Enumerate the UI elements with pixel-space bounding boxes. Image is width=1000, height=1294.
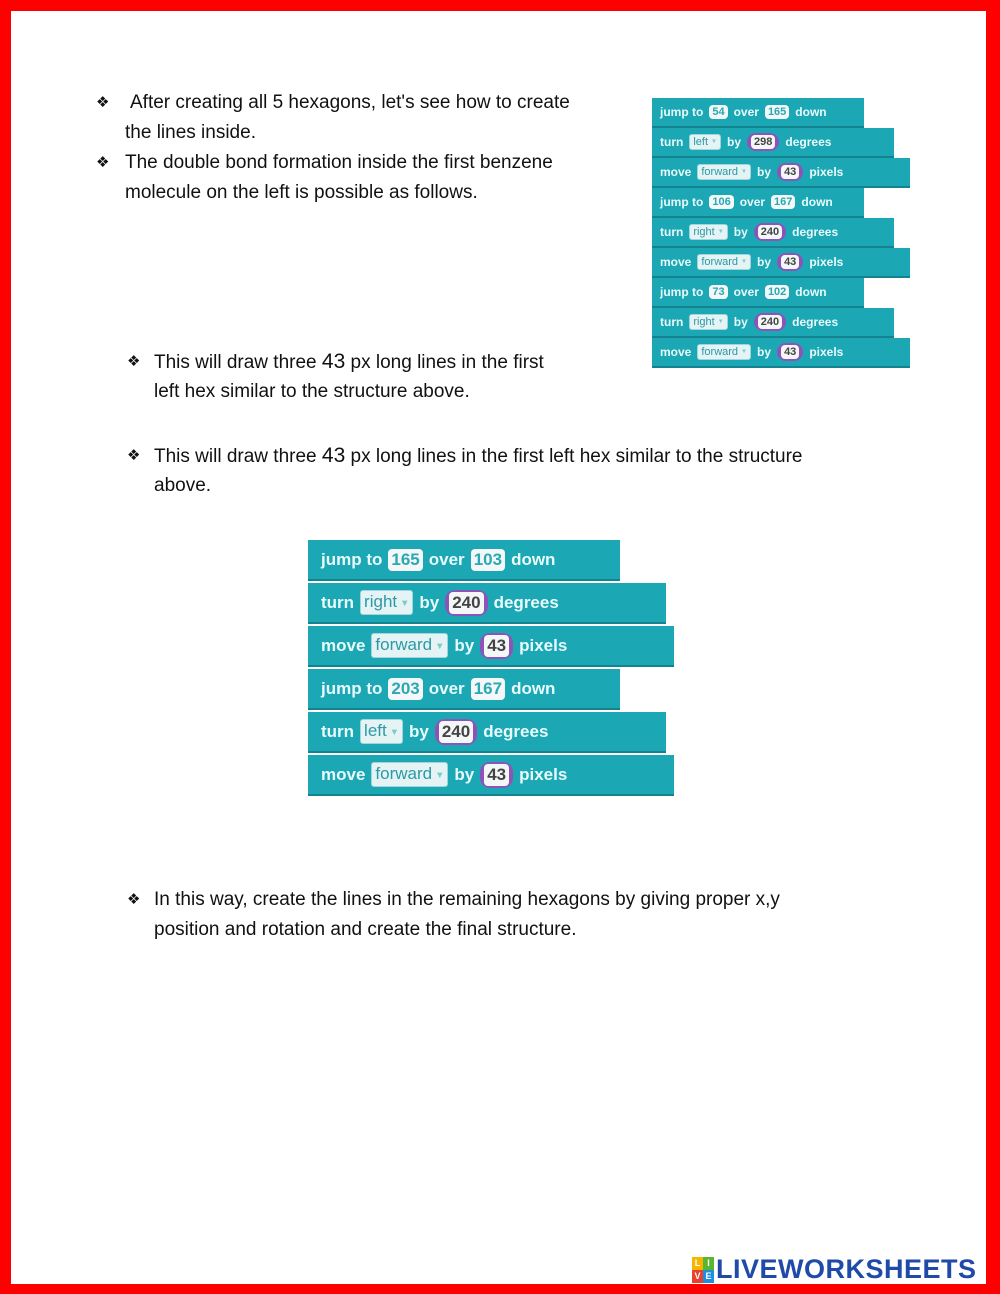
block-keyword: turn xyxy=(321,721,355,741)
jump-to-block[interactable] xyxy=(308,540,620,581)
jump-to-block[interactable] xyxy=(652,188,864,218)
block-keyword: over xyxy=(428,678,465,698)
block-keyword: degrees xyxy=(792,225,839,239)
block-keyword: down xyxy=(801,195,833,209)
block-keyword: down xyxy=(795,105,827,119)
y-input[interactable]: 103 xyxy=(471,549,505,571)
block-keyword: degrees xyxy=(483,721,549,741)
turn-block[interactable] xyxy=(308,712,666,753)
block-keyword: jump to xyxy=(321,549,383,569)
block-keyword: by xyxy=(454,764,475,784)
number-input[interactable]: 240 xyxy=(758,225,782,239)
logo-tile: L xyxy=(692,1257,703,1270)
block-keyword: down xyxy=(795,285,827,299)
x-input[interactable]: 73 xyxy=(709,285,727,299)
reporter-slot xyxy=(777,253,803,271)
block-keyword: by xyxy=(733,225,748,239)
block-keyword: turn xyxy=(321,592,355,612)
x-input[interactable]: 106 xyxy=(709,195,733,209)
block-keyword: degrees xyxy=(785,135,832,149)
paragraph-5-line-1: In this way, create the lines in the remaining hexagons by giving proper x,y xyxy=(154,889,780,910)
paragraph-1-line-2: the lines inside. xyxy=(125,122,256,143)
turn-block[interactable] xyxy=(652,218,894,248)
reporter-slot xyxy=(777,343,803,361)
block-keyword: pixels xyxy=(809,345,844,359)
block-keyword: turn xyxy=(660,225,684,239)
move-block[interactable] xyxy=(652,158,910,188)
paragraph-2-line-1: The double bond formation inside the first benzene xyxy=(125,152,553,173)
number-input[interactable]: 240 xyxy=(449,592,483,614)
bullet-icon: ❖ xyxy=(96,154,110,171)
block-keyword: by xyxy=(419,592,440,612)
y-input[interactable]: 167 xyxy=(771,195,795,209)
block-keyword: down xyxy=(511,678,556,698)
paragraph-1-line-1: After creating all 5 hexagons, let's see how to create xyxy=(130,92,570,113)
block-keyword: by xyxy=(757,165,772,179)
number-input[interactable]: 240 xyxy=(439,721,473,743)
dropdown-arrow-icon: ▼ xyxy=(435,769,445,780)
block-keyword: move xyxy=(660,165,692,179)
logo-tile: V xyxy=(692,1270,703,1283)
paragraph-2-line-2: molecule on the left is possible as follows. xyxy=(125,182,478,203)
block-keyword: turn xyxy=(660,135,684,149)
number-input[interactable]: 43 xyxy=(781,345,799,359)
reporter-slot xyxy=(445,590,487,616)
block-keyword: over xyxy=(733,285,759,299)
block-keyword: by xyxy=(408,721,429,741)
number-input[interactable]: 43 xyxy=(484,635,509,657)
direction-dropdown[interactable]: forward ▼ xyxy=(371,762,448,787)
block-keyword: over xyxy=(428,549,465,569)
logo-tile: I xyxy=(703,1257,714,1270)
number-input[interactable]: 240 xyxy=(758,315,782,329)
block-keyword: pixels xyxy=(519,764,568,784)
x-input[interactable]: 54 xyxy=(709,105,727,119)
move-block[interactable] xyxy=(308,626,674,667)
bullet-icon: ❖ xyxy=(127,891,141,908)
logo-text: LIVEWORKSHEETS xyxy=(716,1254,977,1284)
direction-dropdown[interactable]: left ▼ xyxy=(689,134,721,150)
y-input[interactable]: 167 xyxy=(471,678,505,700)
block-keyword: jump to xyxy=(660,285,704,299)
dropdown-arrow-icon: ▼ xyxy=(741,169,748,176)
block-keyword: degrees xyxy=(792,315,839,329)
turn-block[interactable] xyxy=(652,308,894,338)
paragraph-3-line-1: This will draw three 43 px long lines in the first xyxy=(154,350,544,373)
reporter-slot xyxy=(754,223,786,241)
jump-to-block[interactable] xyxy=(308,669,620,710)
paragraph-4-line-2: above. xyxy=(154,475,212,496)
direction-dropdown[interactable]: forward ▼ xyxy=(697,344,751,360)
dropdown-arrow-icon: ▼ xyxy=(717,319,724,326)
move-block[interactable] xyxy=(652,248,910,278)
number-input[interactable]: 43 xyxy=(484,764,509,786)
block-keyword: move xyxy=(660,345,692,359)
dropdown-arrow-icon: ▼ xyxy=(741,349,748,356)
block-keyword: by xyxy=(733,315,748,329)
dropdown-arrow-icon: ▼ xyxy=(741,259,748,266)
move-block[interactable] xyxy=(652,338,910,368)
block-keyword: jump to xyxy=(660,195,704,209)
reporter-slot xyxy=(480,762,513,788)
logo-tile: E xyxy=(703,1270,714,1283)
reporter-slot xyxy=(754,313,786,331)
x-input[interactable]: 165 xyxy=(388,549,422,571)
direction-dropdown[interactable]: right ▼ xyxy=(360,590,413,615)
block-keyword: down xyxy=(511,549,556,569)
reporter-slot xyxy=(747,133,779,151)
reporter-slot xyxy=(777,163,803,181)
code-block-large xyxy=(308,540,678,804)
direction-dropdown[interactable]: forward ▼ xyxy=(371,633,448,658)
direction-dropdown[interactable]: forward ▼ xyxy=(697,254,751,270)
block-keyword: jump to xyxy=(660,105,704,119)
bullet-icon: ❖ xyxy=(127,447,141,464)
block-keyword: jump to xyxy=(321,678,383,698)
direction-dropdown[interactable]: right ▼ xyxy=(689,224,727,240)
direction-dropdown[interactable]: left ▼ xyxy=(360,719,403,744)
dropdown-arrow-icon: ▼ xyxy=(717,229,724,236)
block-keyword: pixels xyxy=(519,635,568,655)
number-input[interactable]: 43 xyxy=(781,165,799,179)
number-input[interactable]: 43 xyxy=(781,255,799,269)
block-keyword: move xyxy=(660,255,692,269)
dropdown-arrow-icon: ▼ xyxy=(435,640,445,651)
block-keyword: over xyxy=(739,195,766,209)
y-input[interactable]: 102 xyxy=(765,285,789,299)
block-keyword: by xyxy=(727,135,742,149)
y-input[interactable]: 165 xyxy=(765,105,789,119)
direction-dropdown[interactable]: right ▼ xyxy=(689,314,727,330)
block-keyword: move xyxy=(321,635,366,655)
dropdown-arrow-icon: ▼ xyxy=(389,726,399,737)
reporter-slot xyxy=(480,633,513,659)
jump-to-block[interactable] xyxy=(652,278,864,308)
dropdown-arrow-icon: ▼ xyxy=(711,139,718,146)
bullet-icon: ❖ xyxy=(96,94,110,111)
turn-block[interactable] xyxy=(652,128,894,158)
liveworksheets-logo xyxy=(692,1254,977,1285)
direction-dropdown[interactable]: forward ▼ xyxy=(697,164,751,180)
paragraph-5-line-2: position and rotation and create the final structure. xyxy=(154,919,577,940)
paragraph-4-line-1: This will draw three 43 px long lines in the first left hex similar to the structure xyxy=(154,444,803,467)
reporter-slot xyxy=(435,719,477,745)
block-keyword: degrees xyxy=(493,592,559,612)
block-keyword: move xyxy=(321,764,366,784)
jump-to-block[interactable] xyxy=(652,98,864,128)
block-keyword: pixels xyxy=(809,165,844,179)
logo-icon xyxy=(692,1257,714,1283)
paragraph-3-line-2: left hex similar to the structure above. xyxy=(154,381,470,402)
block-keyword: over xyxy=(733,105,759,119)
dropdown-arrow-icon: ▼ xyxy=(400,597,410,608)
block-keyword: by xyxy=(757,255,772,269)
bullet-icon: ❖ xyxy=(127,353,141,370)
code-block-small xyxy=(652,98,912,374)
move-block[interactable] xyxy=(308,755,674,796)
block-keyword: by xyxy=(757,345,772,359)
number-input[interactable]: 298 xyxy=(751,135,775,149)
block-keyword: by xyxy=(454,635,475,655)
x-input[interactable]: 203 xyxy=(388,678,422,700)
block-keyword: turn xyxy=(660,315,684,329)
block-keyword: pixels xyxy=(809,255,844,269)
turn-block[interactable] xyxy=(308,583,666,624)
